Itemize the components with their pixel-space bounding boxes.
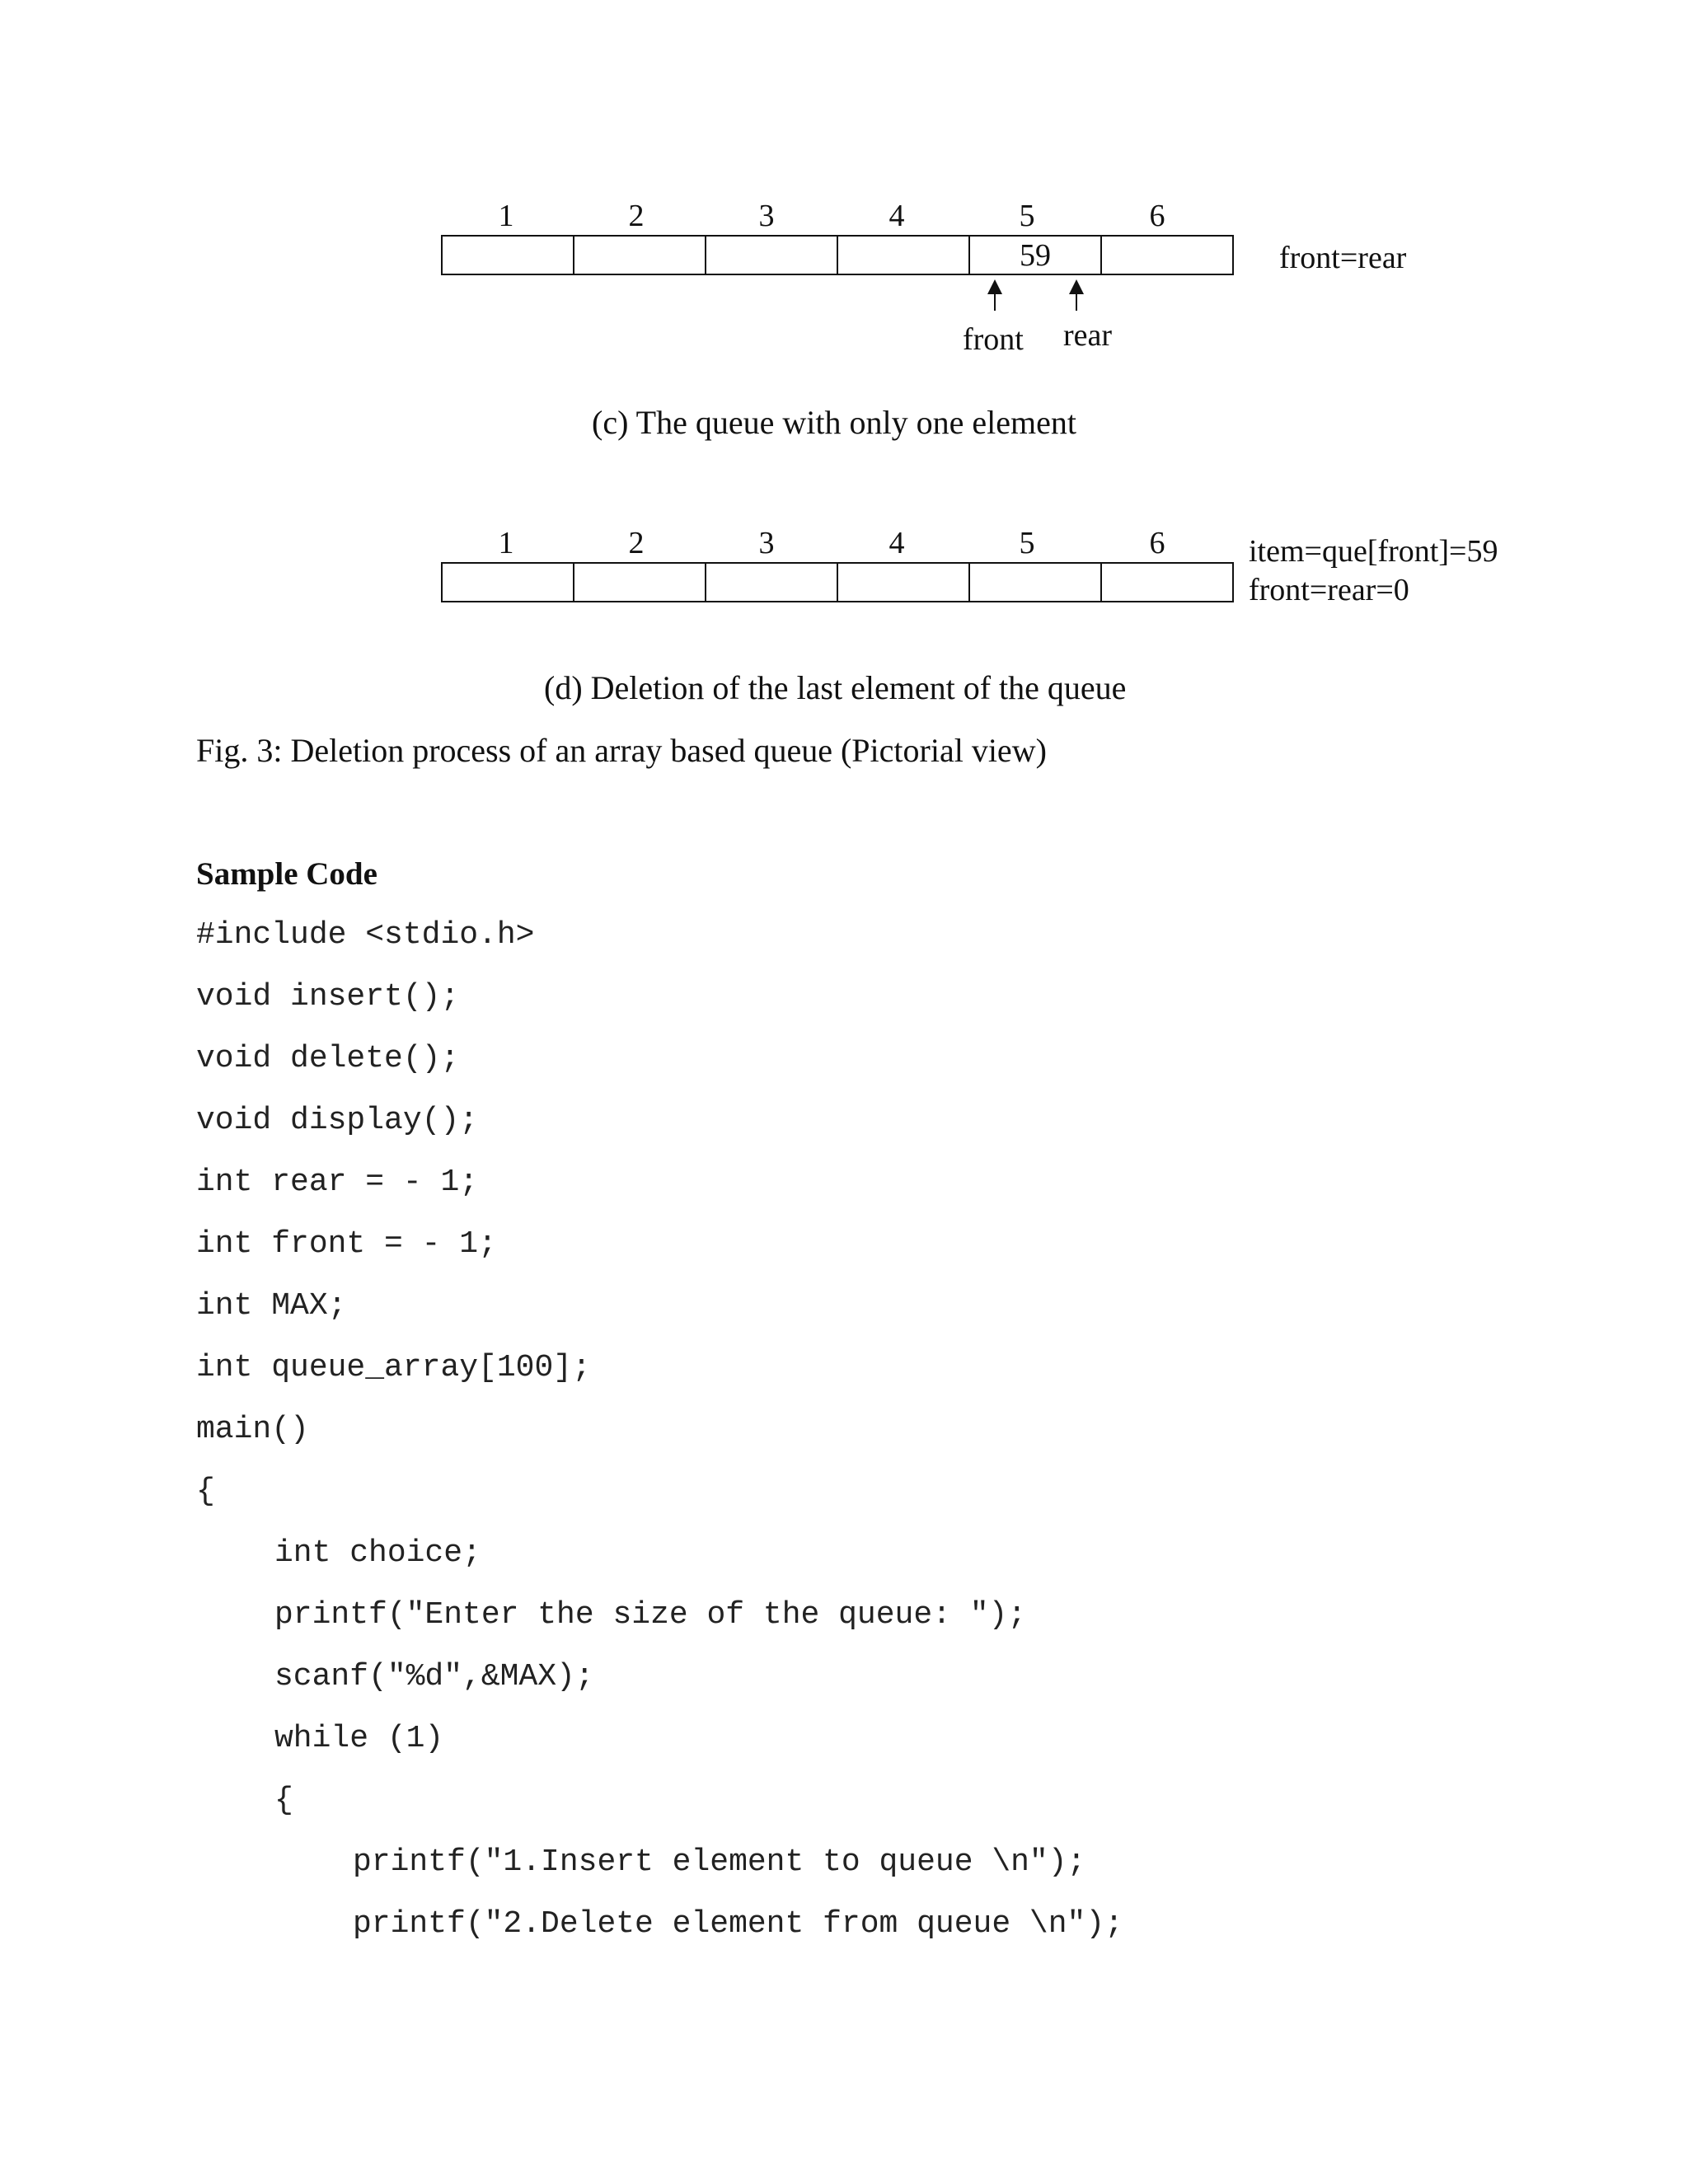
- queue-d-index: 4: [889, 526, 905, 560]
- queue-c-cell: [1100, 235, 1234, 275]
- code-line: int queue_array[100];: [196, 1350, 591, 1385]
- queue-d-cell: [573, 562, 706, 602]
- queue-d-side-note-2: front=rear=0: [1249, 573, 1409, 607]
- queue-d-index: 5: [1019, 526, 1035, 560]
- code-line: printf("Enter the size of the queue: ");: [274, 1597, 1027, 1633]
- code-line: int front = - 1;: [196, 1226, 497, 1262]
- code-line: printf("2.Delete element from queue \n");: [353, 1906, 1123, 1942]
- code-line: int choice;: [274, 1535, 481, 1571]
- rear-pointer-label: rear: [1063, 318, 1113, 353]
- queue-c-index: 3: [758, 199, 775, 233]
- code-line: {: [196, 1474, 215, 1509]
- queue-d-cell: [705, 562, 838, 602]
- panel-d-caption: (d) Deletion of the last element of the queue: [544, 669, 1127, 706]
- code-line: int rear = - 1;: [196, 1165, 479, 1200]
- queue-d-index: 2: [628, 526, 645, 560]
- queue-c-cell: [573, 235, 706, 275]
- code-line: int MAX;: [196, 1288, 347, 1324]
- queue-c-array: [441, 235, 1234, 275]
- queue-d-array: [441, 562, 1234, 602]
- queue-d-side-note-1: item=que[front]=59: [1249, 534, 1498, 569]
- panel-c-caption: (c) The queue with only one element: [592, 404, 1076, 441]
- queue-d-index: 1: [498, 526, 514, 560]
- queue-d-index-row: [441, 527, 1222, 559]
- figure-title: Fig. 3: Deletion process of an array based queue (Pictorial view): [196, 732, 1047, 769]
- code-line: scanf("%d",&MAX);: [274, 1659, 594, 1694]
- queue-d-index: 3: [758, 526, 775, 560]
- code-line: {: [274, 1783, 293, 1818]
- code-line: void delete();: [196, 1041, 460, 1076]
- queue-c-index: 1: [498, 199, 514, 233]
- queue-c-cell: [705, 235, 838, 275]
- queue-d-index: 6: [1149, 526, 1165, 560]
- queue-d-cell: [837, 562, 970, 602]
- queue-c-cell: 59: [968, 235, 1102, 275]
- code-line: void display();: [196, 1103, 479, 1138]
- queue-d-cell: [968, 562, 1102, 602]
- code-line: printf("1.Insert element to queue \n");: [353, 1844, 1086, 1880]
- queue-c-index: 2: [628, 199, 645, 233]
- queue-d-cell: [1100, 562, 1234, 602]
- queue-c-index: 6: [1149, 199, 1165, 233]
- queue-c-cell: [441, 235, 574, 275]
- queue-c-side-note: front=rear: [1279, 241, 1407, 275]
- code-line: #include <stdio.h>: [196, 917, 535, 953]
- code-line: void insert();: [196, 979, 460, 1015]
- queue-c-index: 4: [889, 199, 905, 233]
- code-line: while (1): [274, 1721, 444, 1756]
- code-line: main(): [196, 1412, 309, 1447]
- section-heading: Sample Code: [196, 856, 377, 892]
- queue-c-index-row: [441, 200, 1222, 232]
- front-pointer-label: front: [963, 322, 1024, 357]
- queue-d-cell: [441, 562, 574, 602]
- queue-c-index: 5: [1019, 199, 1035, 233]
- queue-c-cell: [837, 235, 970, 275]
